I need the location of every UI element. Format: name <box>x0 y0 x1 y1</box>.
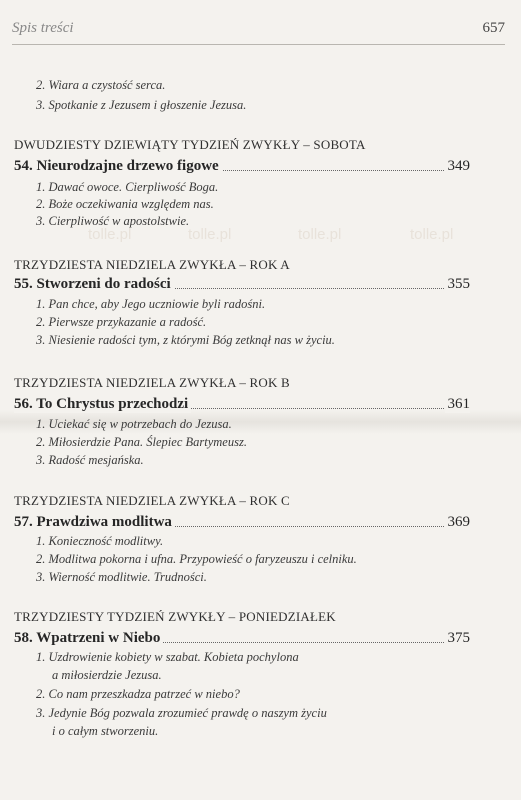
toc-subitem: 1. Uzdrowienie kobiety w szabat. Kobieta pochylona <box>36 650 299 664</box>
watermark: tolle.pl <box>188 226 232 243</box>
toc-subitem: 3. Radość mesjańska. <box>36 453 144 467</box>
chapter-page: 355 <box>445 276 471 293</box>
toc-subitem: 1. Pan chce, aby Jego uczniowie byli radośni. <box>36 297 266 311</box>
toc-subitem: 3. Spotkanie z Jezusem i głoszenie Jezusa. <box>36 98 247 112</box>
toc-subitem: 2. Pierwsze przykazanie a radość. <box>36 315 207 329</box>
chapter-page: 369 <box>445 514 471 531</box>
chapter-title: 58. Wpatrzeni w Niebo <box>14 630 163 647</box>
chapter-page: 349 <box>445 158 471 175</box>
section-heading: TRZYDZIESTY TYDZIEŃ ZWYKŁY – PONIEDZIAŁEK <box>14 609 336 624</box>
toc-subitem: 1. Dawać owoce. Cierpliwość Boga. <box>36 180 219 194</box>
section-heading: TRZYDZIESTA NIEDZIELA ZWYKŁA – ROK B <box>14 375 290 390</box>
running-title: Spis treści <box>12 20 74 36</box>
chapter-page: 375 <box>445 630 471 647</box>
page-number: 657 <box>482 20 505 36</box>
toc-subitem: 3. Cierpliwość w apostolstwie. <box>36 214 190 228</box>
toc-subitem: 2. Co nam przeszkadza patrzeć w niebo? <box>36 687 240 701</box>
chapter-title: 54. Nieurodzajne drzewo figowe <box>14 158 222 175</box>
toc-subitem: 1. Konieczność modlitwy. <box>36 534 164 548</box>
toc-subitem: 3. Niesienie radości tym, z którymi Bóg zetknął nas w życiu. <box>36 333 335 347</box>
toc-subitem: 1. Uciekać się w potrzebach do Jezusa. <box>36 417 232 431</box>
toc-subitem-continued: i o całym stworzeniu. <box>52 724 159 738</box>
toc-subitem: 3. Jedynie Bóg pozwala zrozumieć prawdę o naszym życiu <box>36 706 327 720</box>
watermark: tolle.pl <box>298 226 342 243</box>
section-heading: DWUDZIESTY DZIEWIĄTY TYDZIEŃ ZWYKŁY – SOBOTA <box>14 137 366 152</box>
toc-subitem-continued: a miłosierdzie Jezusa. <box>52 668 162 682</box>
chapter-entry[interactable] <box>14 396 470 416</box>
watermark: tolle.pl <box>88 226 132 243</box>
chapter-title: 55. Stworzeni do radości <box>14 276 174 293</box>
toc-subitem: 2. Miłosierdzie Pana. Ślepiec Bartymeusz. <box>36 435 247 449</box>
chapter-title: 57. Prawdziwa modlitwa <box>14 514 175 531</box>
toc-subitem: 2. Modlitwa pokorna i ufna. Przypowieść o faryzeuszu i celniku. <box>36 552 357 566</box>
chapter-entry[interactable] <box>14 158 470 178</box>
section-heading: TRZYDZIESTA NIEDZIELA ZWYKŁA – ROK C <box>14 493 290 508</box>
chapter-entry[interactable] <box>14 276 470 296</box>
chapter-entry[interactable] <box>14 630 470 650</box>
toc-subitem: 3. Wierność modlitwie. Trudności. <box>36 570 207 584</box>
chapter-title: 56. To Chrystus przechodzi <box>14 396 191 413</box>
toc-subitem: 2. Boże oczekiwania względem nas. <box>36 197 214 211</box>
chapter-entry[interactable] <box>14 514 470 534</box>
toc-subitem: 2. Wiara a czystość serca. <box>36 78 166 92</box>
section-heading: TRZYDZIESTA NIEDZIELA ZWYKŁA – ROK A <box>14 257 290 272</box>
watermark: tolle.pl <box>410 226 454 243</box>
page-header <box>12 18 505 45</box>
chapter-page: 361 <box>445 396 471 413</box>
